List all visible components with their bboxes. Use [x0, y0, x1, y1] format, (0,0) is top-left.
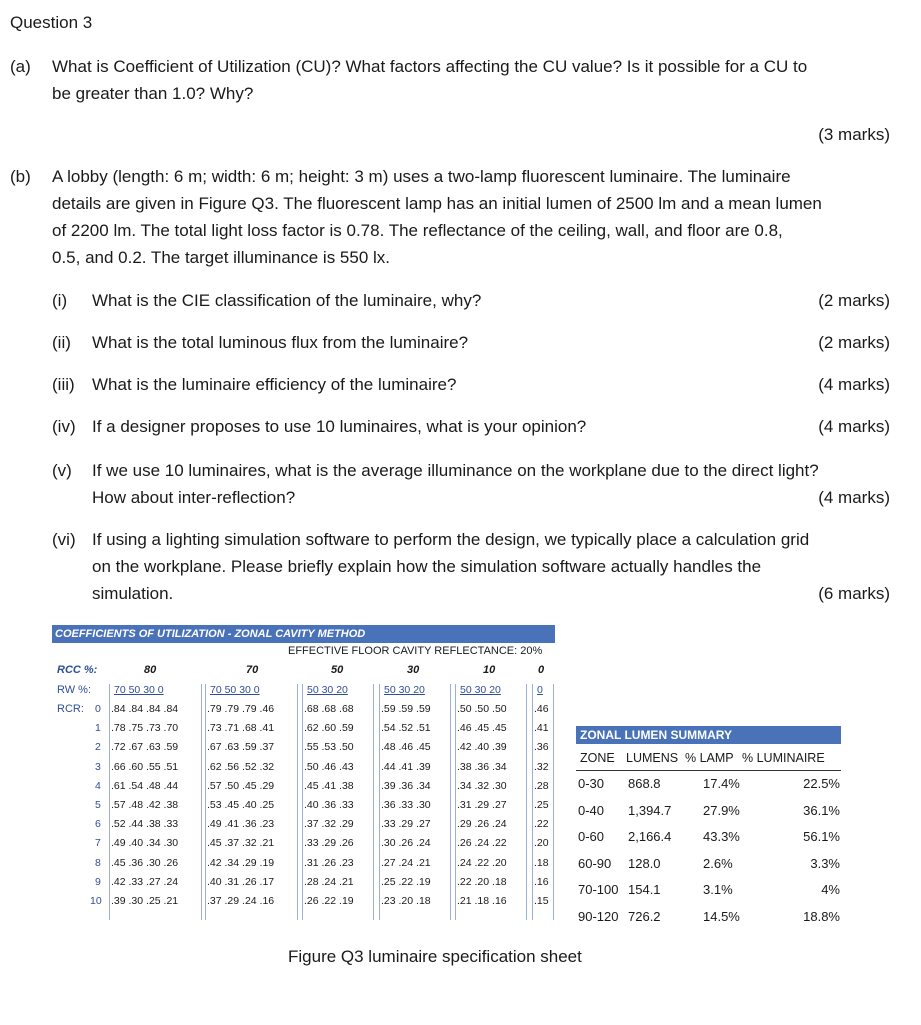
zonal-cell: 90-120 — [578, 908, 619, 924]
cu-cell: .24 .22 .20 — [457, 856, 507, 869]
part-a-text — [52, 53, 892, 107]
cu-cell: .45 .37 .32 .21 — [207, 837, 275, 850]
cu-cell: .16 — [534, 875, 549, 888]
cu-cell: .28 .24 .21 — [304, 875, 354, 888]
subq-v-text: If we use 10 luminaires, what is the average illuminance on the workplane due to the direct light? — [92, 461, 819, 480]
part-b-line-3: of 2200 lm. The total light loss factor is 0.78. The reflectance of the ceiling, wall, and floor are 0.8, — [52, 221, 783, 240]
cu-cell: .21 .18 .16 — [457, 895, 507, 907]
cu-cell: .50 .50 .50 — [457, 703, 507, 715]
zonal-cell: 2.6% — [703, 855, 733, 871]
zonal-cell: 0-30 — [578, 776, 605, 791]
subq-vi-line-3: simulation. — [92, 584, 174, 603]
rcr-value: 9 — [95, 875, 101, 888]
zonal-cell: 17.4% — [703, 776, 740, 791]
cu-cell: .46 — [534, 703, 549, 715]
zonal-cell: 128.0 — [628, 855, 661, 871]
cu-table-title: COEFFICIENTS OF UTILIZATION - ZONAL CAVITY METHOD — [52, 625, 555, 643]
cu-cell: .78 .75 .73 .70 — [111, 722, 179, 735]
part-a-line-1: What is Coefficient of Utilization (CU)? What factors affecting the CU value? Is it possible for a CU to — [52, 57, 808, 76]
rcr-value: 6 — [95, 818, 101, 831]
zonal-header-rule — [576, 770, 841, 771]
rcr-value: 10 — [90, 895, 102, 907]
subq-vi-line-1: If using a lighting simulation software to perform the design, we typically place a calculation grid — [92, 530, 810, 549]
cu-cell: .40 .31 .26 .17 — [207, 875, 275, 888]
zonal-summary-title: ZONAL LUMEN SUMMARY — [576, 726, 841, 744]
cu-cell: .52 .44 .38 .33 — [111, 818, 179, 831]
zonal-cell: 18.8% — [803, 908, 840, 924]
cu-cell: .49 .40 .34 .30 — [111, 837, 179, 850]
figure-caption: Figure Q3 luminaire specification sheet — [288, 947, 582, 966]
subq-ii-text: What is the total luminous flux from the luminaire? — [92, 333, 469, 352]
subq-iv-marks: (4 marks) — [818, 417, 890, 436]
zonal-header-zone: ZONE — [580, 751, 615, 765]
cu-cell: .36 .33 .30 — [381, 799, 431, 811]
rcr-value: 8 — [95, 856, 101, 869]
zonal-cell: 43.3% — [703, 829, 740, 844]
subq-iv-label: (iv) — [52, 417, 76, 436]
cu-cell: .44 .41 .39 — [381, 760, 431, 773]
subq-v-label: (v) — [52, 461, 72, 480]
zonal-cell: 868.8 — [628, 776, 661, 791]
cu-cell: .36 — [534, 741, 549, 754]
cu-cell: .37 .29 .24 .16 — [207, 895, 275, 907]
cu-cell: .33 .29 .26 — [304, 837, 354, 850]
zonal-cell: 56.1% — [803, 829, 840, 844]
cu-cell: .72 .67 .63 .59 — [111, 741, 179, 754]
cu-cell: .27 .24 .21 — [381, 856, 431, 869]
cu-cell: .45 .36 .30 .26 — [111, 856, 179, 869]
rcr-label: RCR: — [57, 703, 84, 715]
cu-cell: .25 .22 .19 — [381, 875, 431, 888]
cu-cell: .42 .40 .39 — [457, 741, 507, 754]
part-b-text — [52, 163, 890, 271]
subq-iii-marks: (4 marks) — [818, 375, 890, 394]
zonal-cell: 726.2 — [628, 908, 661, 924]
question-title: Question 3 — [10, 13, 93, 32]
cu-cell: .42 .34 .29 .19 — [207, 856, 275, 869]
cu-cell: .57 .50 .45 .29 — [207, 779, 275, 792]
cu-cell: .54 .52 .51 — [381, 722, 431, 735]
subq-v-text-2: How about inter-reflection? — [92, 488, 296, 507]
rcc-10: 10 — [483, 664, 496, 676]
effective-floor-label: EFFECTIVE FLOOR CAVITY REFLECTANCE: 20% — [288, 645, 543, 657]
cu-cell: .62 .56 .52 .32 — [207, 760, 275, 773]
rcc-0: 0 — [538, 664, 545, 676]
cu-cell: .45 .41 .38 — [304, 779, 354, 792]
rw-group-2: 50 30 20 — [307, 684, 348, 696]
zonal-cell: 0-40 — [578, 802, 605, 818]
rcr-value: 3 — [95, 760, 101, 773]
zonal-cell: 60-90 — [578, 855, 612, 871]
cu-cell: .39 .36 .34 — [381, 779, 431, 792]
subq-i-label: (i) — [52, 291, 68, 310]
cu-cell: .62 .60 .59 — [304, 722, 354, 735]
zonal-cell: 3.1% — [703, 882, 733, 897]
part-b-label: (b) — [10, 167, 31, 186]
part-a-label: (a) — [10, 57, 31, 76]
rcr-value: 4 — [95, 779, 101, 792]
rcc-label: RCC %: — [57, 664, 98, 676]
cu-cell: .41 — [534, 722, 549, 735]
cu-cell: .61 .54 .48 .44 — [111, 779, 179, 792]
cu-cell: .66 .60 .55 .51 — [111, 760, 179, 773]
part-a-marks: (3 marks) — [818, 125, 890, 144]
cu-cell: .22 — [534, 818, 549, 831]
cu-cell: .15 — [534, 895, 549, 907]
cu-cell: .29 .26 .24 — [457, 818, 507, 831]
cu-cell: .37 .32 .29 — [304, 818, 354, 831]
cu-cell: .40 .36 .33 — [304, 799, 354, 811]
cu-cell: .20 — [534, 837, 549, 850]
zonal-header-lumens: LUMENS — [626, 751, 679, 765]
rw-group-5: 0 — [537, 684, 543, 696]
part-b-line-2: details are given in Figure Q3. The fluorescent lamp has an initial lumen of 2500 lm and a mean lumen — [52, 194, 822, 213]
cu-cell: .42 .33 .27 .24 — [111, 875, 179, 888]
rcr-value: 5 — [95, 799, 101, 811]
cu-cell: .84 .84 .84 .84 — [111, 703, 179, 715]
cu-cell: .22 .20 .18 — [457, 875, 507, 888]
cu-cell: .34 .32 .30 — [457, 779, 507, 792]
zonal-cell: 22.5% — [803, 776, 840, 791]
cu-cell: .18 — [534, 856, 549, 869]
cu-cell: .30 .26 .24 — [381, 837, 431, 850]
cu-cell: .26 .24 .22 — [457, 837, 507, 850]
cu-cell: .79 .79 .79 .46 — [207, 703, 275, 715]
subq-i-marks: (2 marks) — [818, 291, 890, 310]
part-b-line-1: A lobby (length: 6 m; width: 6 m; height: 3 m) uses a two-lamp fluorescent luminaire. The luminaire — [52, 167, 791, 186]
zonal-cell: 36.1% — [803, 802, 840, 818]
rcc-30: 30 — [407, 664, 420, 676]
part-a-line-2: be greater than 1.0? Why? — [52, 84, 254, 103]
cu-cell: .28 — [534, 779, 549, 792]
zonal-header-lamp: % LAMP — [685, 751, 734, 765]
subq-iii-text: What is the luminaire efficiency of the luminaire? — [92, 375, 457, 394]
cu-cell: .49 .41 .36 .23 — [207, 818, 275, 831]
zonal-cell: 2,166.4 — [628, 829, 672, 844]
subq-vi-label: (vi) — [52, 530, 76, 549]
cu-cell: .68 .68 .68 — [304, 703, 354, 715]
cu-cell: .33 .29 .27 — [381, 818, 431, 831]
cu-cell: .39 .30 .25 .21 — [111, 895, 179, 907]
rcr-value: 2 — [95, 741, 101, 754]
cu-cell: .26 .22 .19 — [304, 895, 354, 907]
subq-vi-marks: (6 marks) — [818, 584, 890, 603]
subq-iii-label: (iii) — [52, 375, 75, 394]
cu-cell: .31 .26 .23 — [304, 856, 354, 869]
zonal-header-luminaire: % LUMINAIRE — [742, 751, 825, 765]
part-b-line-4: 0.5, and 0.2. The target illuminance is 550 lx. — [52, 248, 390, 267]
zonal-cell: 27.9% — [703, 802, 740, 818]
subq-i-text: What is the CIE classification of the luminaire, why? — [92, 291, 482, 310]
cu-cell: .53 .45 .40 .25 — [207, 799, 275, 811]
zonal-cell: 0-60 — [578, 829, 605, 844]
rcc-50: 50 — [331, 664, 344, 676]
rw-group-0: 70 50 30 0 — [114, 684, 164, 696]
cu-cell: .31 .29 .27 — [457, 799, 507, 811]
rcr-value: 7 — [95, 837, 101, 850]
subq-v-marks: (4 marks) — [818, 488, 890, 507]
cu-cell: .46 .45 .45 — [457, 722, 507, 735]
zonal-cell: 14.5% — [703, 908, 740, 924]
subq-ii-marks: (2 marks) — [818, 333, 890, 352]
rcr-value: 0 — [95, 703, 101, 715]
rcc-70: 70 — [246, 664, 259, 676]
cu-cell: .57 .48 .42 .38 — [111, 799, 179, 811]
cu-cell: .59 .59 .59 — [381, 703, 431, 715]
rw-group-4: 50 30 20 — [460, 684, 501, 696]
cu-cell: .23 .20 .18 — [381, 895, 431, 907]
subq-iv-text: If a designer proposes to use 10 luminaires, what is your opinion? — [92, 417, 587, 436]
rcr-value: 1 — [95, 722, 101, 735]
cu-cell: .50 .46 .43 — [304, 760, 354, 773]
rw-group-1: 70 50 30 0 — [210, 684, 260, 696]
subq-vi-line-2: on the workplane. Please briefly explain how the simulation software actually handles the — [92, 557, 762, 576]
subq-ii-label: (ii) — [52, 333, 71, 352]
cu-cell: .25 — [534, 799, 549, 811]
rw-group-3: 50 30 20 — [384, 684, 425, 696]
zonal-cell: 3.3% — [810, 855, 840, 871]
zonal-cell: 1,394.7 — [628, 802, 672, 818]
zonal-cell: 70-100 — [578, 882, 619, 897]
cu-cell: .67 .63 .59 .37 — [207, 741, 275, 754]
rcc-80: 80 — [144, 664, 157, 676]
zonal-cell: 154.1 — [628, 882, 661, 897]
cu-cell: .55 .53 .50 — [304, 741, 354, 754]
cu-cell: .48 .46 .45 — [381, 741, 431, 754]
cu-cell: .32 — [534, 760, 549, 773]
rw-label: RW %: — [57, 684, 92, 696]
zonal-cell: 4% — [821, 882, 840, 897]
cu-cell: .73 .71 .68 .41 — [207, 722, 275, 735]
cu-cell: .38 .36 .34 — [457, 760, 507, 773]
